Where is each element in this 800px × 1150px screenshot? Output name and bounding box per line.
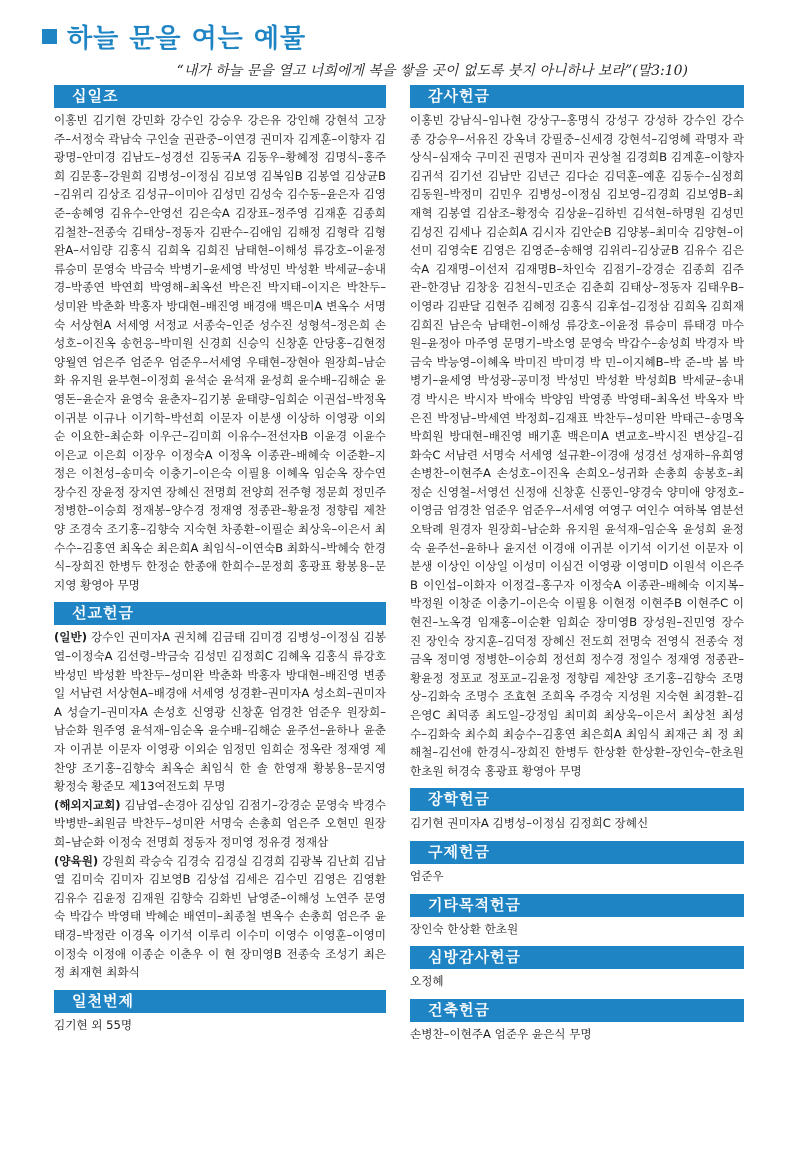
relief-section [410, 841, 744, 886]
other-purpose-header: 기타목적헌금 [410, 894, 744, 917]
mission-orphanage-label: (양육원) [54, 853, 99, 868]
page-title: 하늘 문을 여는 예물 [67, 23, 307, 54]
left-column [54, 85, 386, 1042]
thousand-offering-list: 김기현 외 55명 [54, 1017, 133, 1032]
mission-orphanage-list [54, 852, 386, 982]
visit-thanks-list: 오정혜 [410, 974, 444, 989]
mission-section [54, 602, 386, 981]
scholarship-section [410, 788, 744, 833]
scholarship-list: 김기현 권미자A 김병성–이정심 김정희C 장혜신 [410, 816, 649, 831]
building-list: 손병찬–이현주A 엄준우 윤은식 무명 [410, 1026, 592, 1041]
tithe-header: 십일조 [54, 85, 386, 108]
thanks-list: 이홍빈 강남식–임나현 강상구–홍명식 강성구 강성하 강수인 강수종 강승우–서유진 강옥녀 강필중–신세경 강현석–김영혜 곽명자 곽상식–심재숙 구미진 권명자 권미자 권상철 김경희B 김계훈–이향자 김귀석 김기선 김남만 김년근 김다순 김덕훈–예훈 김동수–심정희 김동원–박정미 김민우 김병성–이정심 김보영–김경희 김보영B–최재혁 김봉열 김삼조–황정숙 김상윤–김하빈 김석현–하명원 김성민 김성진 김세나 김순희A 김시자 김안순B 김양봉–최미숙 김양현–이선미 김영숙E 김영은 김영준–송해영 김위리–김상균B 김유수 김은숙A 김재명–이선저 김재명B–차인숙 김점기–강경순 김종희 김주관–한경남 김창웅 김천식–민조순 김춘희 김태상–정동자 김태우B–이영라 김판달 김현주 김혜정 김홍식 김후섭–김정삼 김희옥 김희재 김희진 남은숙 남태헌–이해성 류강호–이윤정 류승미 류태경 마수원–윤정아 마주영 문명기–박소영 문영숙 박갑수–송성희 박경자 박금숙 박능영–이혜옥 박미진 박미경 박 민–이지혜B–박 준–박 봄 박병기–윤세영 박성광–공미정 박성민 박성환 박성희B 박세균–송내경 박시은 박시자 박애숙 박양임 박영종 박영태–최옥선 박옥자 박은진 박정남–박세연 박정희–김재표 박찬두–성미완 박태근–송명옥 박희원 방대현–배진영 배기훈 백은미A 변교호–박시진 변상길–김화숙C 서남련 서명숙 서세영 설규환–이경애 성경선 성재하–유희영 손병찬–이현주A 손성호–이진옥 손희오–성귀화 손총희 송봉호–최정순 신영철–서영선 신정애 신창훈 신풍인–양경숙 양미애 양정호–이영금 엄경찬 엄준우 엄준우–서세영 여영구 여인수 여하복 염분선 오탁례 원경자 원장희–남순화 유지원 윤석재–임순옥 윤성희 윤정숙 윤주선–윤하나 윤지선 이경애 이귀분 이기석 이기선 이문자 이분생 이상인 이상일 이성미 이심건 이영광 이영미D 이원석 이은주B 이인섭–이화자 이정걸–홍구자 이정숙A 이종관–배혜숙 이지복–박정원 이창준 이충기–이은숙 이필용 이현정 이현주B 이현주C 이현진–노옥경 임재홍–이순환 임희순 장미영B 장성원–진민영 장수진 장인숙 장지훈–김덕정 장혜신 전도희 전명숙 전영식 전종숙 정금옥 정미영 정병한–이승희 정선희 정수경 정일수 정재영 정종관–황윤정 정포교 정포교–김윤정 정향림 제찬양 조기홍–김향숙 조명상–김화숙 조명수 조효현 조희옥 주경숙 지성원 지숙현 최경환–김은영C 최덕종 최도일–강정임 최미희 최상욱–이은서 최상천 최성수–김화숙 최수희 최승수–김홍연 최은희A 최임식 최재근 최 정 최해철–김선애 한경식–장희진 한병두 한상환 한상환–장인숙–한초원 한초원 허경숙 홍광표 황영아 무명 [410, 113, 744, 778]
building-section [410, 999, 744, 1044]
mission-overseas-names: 김남엽–손경아 김상임 김점기–강경순 문영숙 박경수 박병반–최원금 박찬두–성미완 서명숙 손총희 엄은주 오현민 원장희–남순화 이정숙 전명희 정동자 정미영 정유경 정재삼 [54, 797, 386, 849]
visit-thanks-header: 심방감사헌금 [410, 946, 744, 969]
thousand-offering-header: 일천번제 [54, 990, 386, 1013]
tithe-section [54, 85, 386, 594]
tithe-list: 이홍빈 김기현 강민화 강수인 강승우 강은유 강인해 강현석 고장주–서정숙 곽남숙 구인술 권관중–이연경 권미자 김계훈–이향자 김광명–안미경 김남도–성경선 김동국A 김동우–황혜정 김명식–홍주희 김문홍–강원희 김병성–이정심 김보영 김복임B 김봉열 김상균B–김위리 김상조 김성규–이미아 김성민 김성숙 김수동–윤은자 김영준–송혜영 김유수–안영선 김은숙A 김장표–정주영 김재훈 김종희 김철찬–전종숙 김태상–정동자 김판수–김애임 김해정 김형락 김형완A–서임량 김홍식 김희옥 김희진 남태현–이해성 류강호–이윤정 류승미 문영숙 박금숙 박병기–윤세영 박성민 박성환 박세균–송내경–박종연 박연희 박영해–최옥선 박은진 박지태–이지은 박찬두–성미완 박춘화 박홍자 방대현–배진영 배경애 백은미A 변옥수 서명숙 서상현A 서세영 서정교 서종숙–인준 성수진 성형석–정은희 손성호–이진옥 송헌응–박미원 신경희 신승익 신창훈 안당홍–김현정 양월연 엄은주 엄준우 엄준우–서세영 우태현–장현아 원장희–남순화 유지원 윤부현–이정희 윤석순 윤석재 윤성희 윤수배–김해순 윤영돈–윤순자 윤영숙 윤춘자–김기봉 윤태량–임희순 이권섭–박정옥 이귀분 이규나 이기학–박선희 이문자 이분생 이상하 이영광 이외순 이요한–최순화 이우근–김미희 이유수–전선자B 이윤경 이윤수 이은교 이은희 이장우 이정숙A 이정옥 이종관–배혜숙 이준환–지정은 이천성–송미숙 이충기–이은숙 이필용 이혜옥 임순옥 장수연 장수진 장윤정 장지연 장혜신 전명희 전양희 전주형 정문희 정민주 정병한–이승희 정재봉–양수경 정재영 정종관–황윤정 정향림 제찬양 조경숙 조기홍–김향숙 지숙현 차종환–이필순 최상욱–이은서 최수수–김홍연 최옥순 최은희A 최임식–이연숙B 최화식–박혜숙 한경식–장희진 한병두 한정순 한종애 한희수–문정희 홍광표 황봉용–문지영 황영아 무명 [54, 113, 386, 592]
page-title-row [42, 16, 306, 56]
title-square-icon [42, 29, 57, 44]
building-header: 건축헌금 [410, 999, 744, 1022]
visit-thanks-section [410, 946, 744, 991]
thanks-section [410, 85, 744, 780]
mission-general-label: (일반) [54, 630, 87, 645]
mission-header: 선교헌금 [54, 602, 386, 625]
thanks-header: 감사헌금 [410, 85, 744, 108]
mission-overseas-list [54, 796, 386, 852]
mission-overseas-label: (해외지교회) [54, 797, 121, 812]
relief-list: 엄준우 [410, 868, 444, 883]
relief-header: 구제헌금 [410, 841, 744, 864]
thousand-offering-section [54, 990, 386, 1035]
mission-general-names: 강수인 권미자A 권치혜 김금태 김미경 김병성–이정심 김봉열–이정숙A 김선령–박금숙 김성민 김정희C 김혜옥 김홍식 류강호 박성민 박성환 박찬두–성미완 박춘화 박홍자 방대현–배진영 변종일 서남련 서상현A–배경애 서세영 성경환–권미자A 성소희–권미자A 성슬기–권미자A 손성호 신영광 신창훈 엄경찬 엄준우 원장희–남순화 원주영 윤석재–임순옥 윤수배–김해순 윤주선–윤하나 윤춘자 이귀분 이문자 이영광 이외순 임정민 임희순 정옥란 정재영 제찬양 조기홍–김향숙 최옥순 최임식 한 솔 한영재 황봉용–문지영 황정숙 황준모 제13여전도회 무명 [54, 630, 386, 794]
bible-verse: “내가 하늘 문을 열고 너희에게 복을 쌓을 곳이 없도록 붓지 아니하나 보라”(말3:10) [176, 63, 688, 79]
other-purpose-section [410, 894, 744, 939]
other-purpose-list: 장인숙 한상환 한초원 [410, 921, 519, 936]
scholarship-header: 장학헌금 [410, 788, 744, 811]
right-column [410, 85, 744, 1051]
mission-general-list [54, 628, 386, 795]
mission-orphanage-names: 강원희 곽승숙 김경숙 김경실 김경희 김광복 김난희 김남열 김미숙 김미자 김보영B 김상섭 김세은 김수민 김영은 김영환 김유수 김윤정 김재원 김향숙 김화빈 남영준–이해성 노연주 문영숙 박갑수 박영태 박혜순 배연미–최종철 변옥수 손총희 엄은주 윤태경–박정란 이경옥 이기석 이루리 이수미 이영수 이영훈–이영미 이정숙 이정애 이종순 이춘우 이 현 장미영B 전종숙 조성기 최은정 최재현 최화식 [54, 853, 386, 980]
